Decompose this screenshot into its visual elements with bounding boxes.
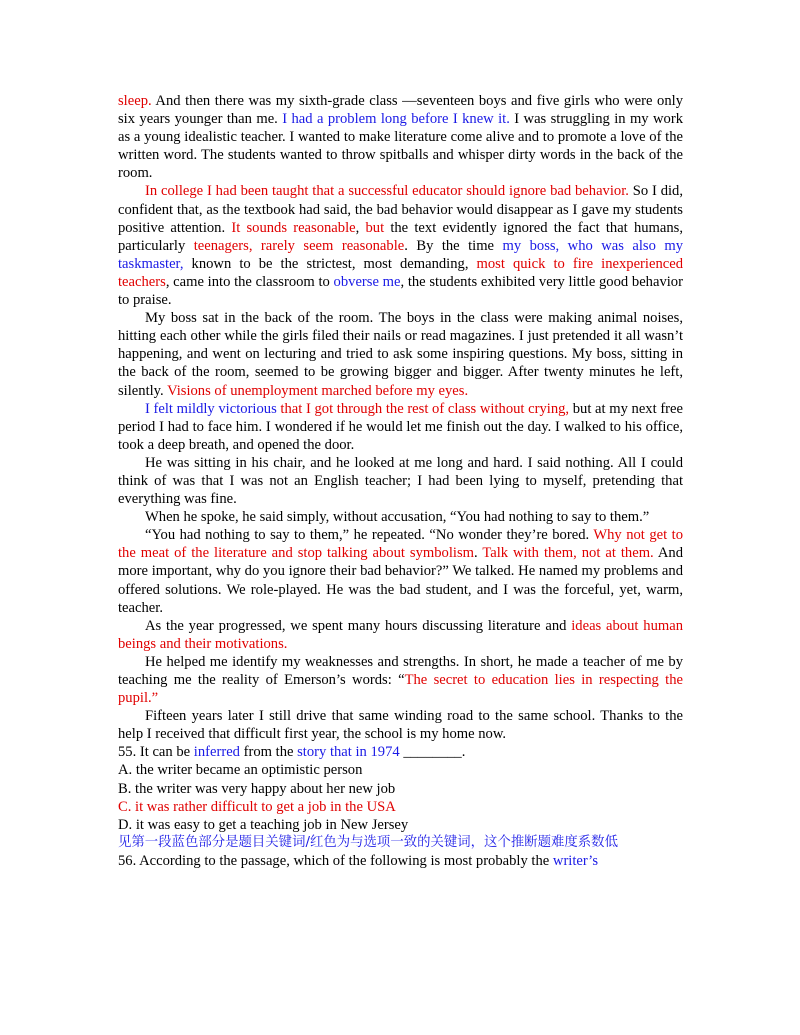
highlight-blue: I had a problem long before I knew it. [282,111,510,128]
text-run: Fifteen years later I still drive that same winding road to the same school. Thanks to the help I received that difficult first year, the school is my home now. [118,708,683,743]
text-run: And then there was my sixth-grade class —seventeen boys and five girls who were only six years younger than me. [118,93,683,128]
text-run: “You had nothing to say to them,” he repeated. “No wonder they’re bored. [145,527,594,544]
paragraph-4 [118,400,683,454]
paragraph-5 [118,454,683,508]
paragraph-10 [118,707,683,743]
text-run: My boss sat in the back of the room. The boys in the class were making animal noises, hitting each other while the girls filed their nails or read magazines. I just pretended it all wasn’t happening, and went on lecturing and tried to ask some inspiring questions. My boss, sitting in the back of the room, seemed to be growing bigger and bigger. After twenty minutes he left, silently. [118,310,683,399]
highlight-blue: inferred [193,744,240,761]
text-run: from the [239,744,298,761]
paragraph-3 [118,309,683,399]
paragraph-1 [118,92,683,182]
text-run: known to be the strictest, most demanding, [183,255,477,272]
highlight-red: sleep. [118,93,152,109]
document-page [118,92,683,870]
text-run: And more important, why do you ignore their bad behavior?” We talked. He named my problems and offered solutions. We role-played. He was the bad student, and I was the forceful, yet, warm, teacher. [118,545,683,616]
text-run: When he spoke, he said simply, without accusation, “You had nothing to say to them.” [145,509,650,526]
highlight-blue: obverse me [333,273,401,290]
text-run: He helped me identify my weaknesses and strengths. In short, he made a teacher of me by teaching me the reality of Emerson’s words: “ [118,653,683,688]
text-run: So I did, confident that, as the textbook had said, the bad behavior would disappear as I gave my students positive attention. [118,183,683,236]
highlight-red: Talk with them, not at them. [482,545,654,562]
highlight-red: that I got through the rest of class without crying, [276,400,570,417]
text-run: ________. [399,744,466,761]
question-55-option-d: D. it was easy to get a teaching job in New Jersey [118,816,409,833]
question-55-option-b: B. the writer was very happy about her new job [118,780,396,797]
text-run: , the students exhibited very little good behavior to praise. [118,273,683,309]
highlight-red: In college I had been taught that a successful educator should ignore bad behavior. [145,183,629,200]
text-run: , [355,219,366,236]
highlight-red: ideas about human beings and their motivations. [118,617,683,652]
text-run: the text evidently ignored the fact that humans, particularly [118,219,683,254]
text-run: 55. It can be [118,744,194,761]
text-run: I was struggling in my work as a young idealistic teacher. I wanted to make literature come alive and to promote a love of the written word. The students wanted to throw spitballs and whisper dirty words in the back of the room. [118,111,683,182]
highlight-red: It sounds reasonable [231,219,356,236]
paragraph-8 [118,617,683,653]
paragraph-7 [118,526,683,616]
text-run: As the year progressed, we spent many hours discussing literature and [145,617,572,634]
highlight-red: teenagers, rarely seem reasonable [193,237,405,254]
highlight-red: The secret to education lies in respecting the pupil.” [118,672,683,707]
question-55-stem [118,743,683,761]
question-56-stem [118,852,683,870]
text-run: , came into the classroom to [165,273,334,290]
paragraph-6 [118,508,683,526]
highlight-blue: story that in 1974 [297,744,400,761]
text-run: 56. According to the passage, which of the following is most probably the [118,852,553,869]
highlight-blue: writer’s [552,852,599,869]
question-55-note: 见第一段蓝色部分是题目关键词/红色为与选项一致的关键词，这个推断题难度系数低 [118,834,618,850]
paragraph-9 [118,653,683,707]
paragraph-2 [118,182,683,309]
text-run: . [473,545,483,562]
text-run: He was sitting in his chair, and he looked at me long and hard. I said nothing. All I could think of was that I was not an English teacher; I had been lying to myself, pretending that everything was fine. [118,454,683,508]
text-run: but at my next free period I had to face him. I wondered if he would let me finish out the day. I walked to his office, took a deep breath, and opened the door. [118,400,683,453]
highlight-red: Why not get to the meat of the literature and stop talking about symbolism [118,527,683,562]
text-run: . By the time [404,237,503,254]
highlight-red: most quick to fire inexperienced teachers [118,255,683,290]
highlight-red: Visions of unemployment marched before my eyes. [167,382,469,399]
highlight-red: but [365,219,385,236]
question-55-option-c: C. it was rather difficult to get a job in the USA [118,798,396,815]
highlight-blue: my boss, who was also my taskmaster, [118,237,683,272]
highlight-blue: I felt mildly victorious [145,400,277,417]
question-55-option-a: A. the writer became an optimistic person [118,762,363,779]
